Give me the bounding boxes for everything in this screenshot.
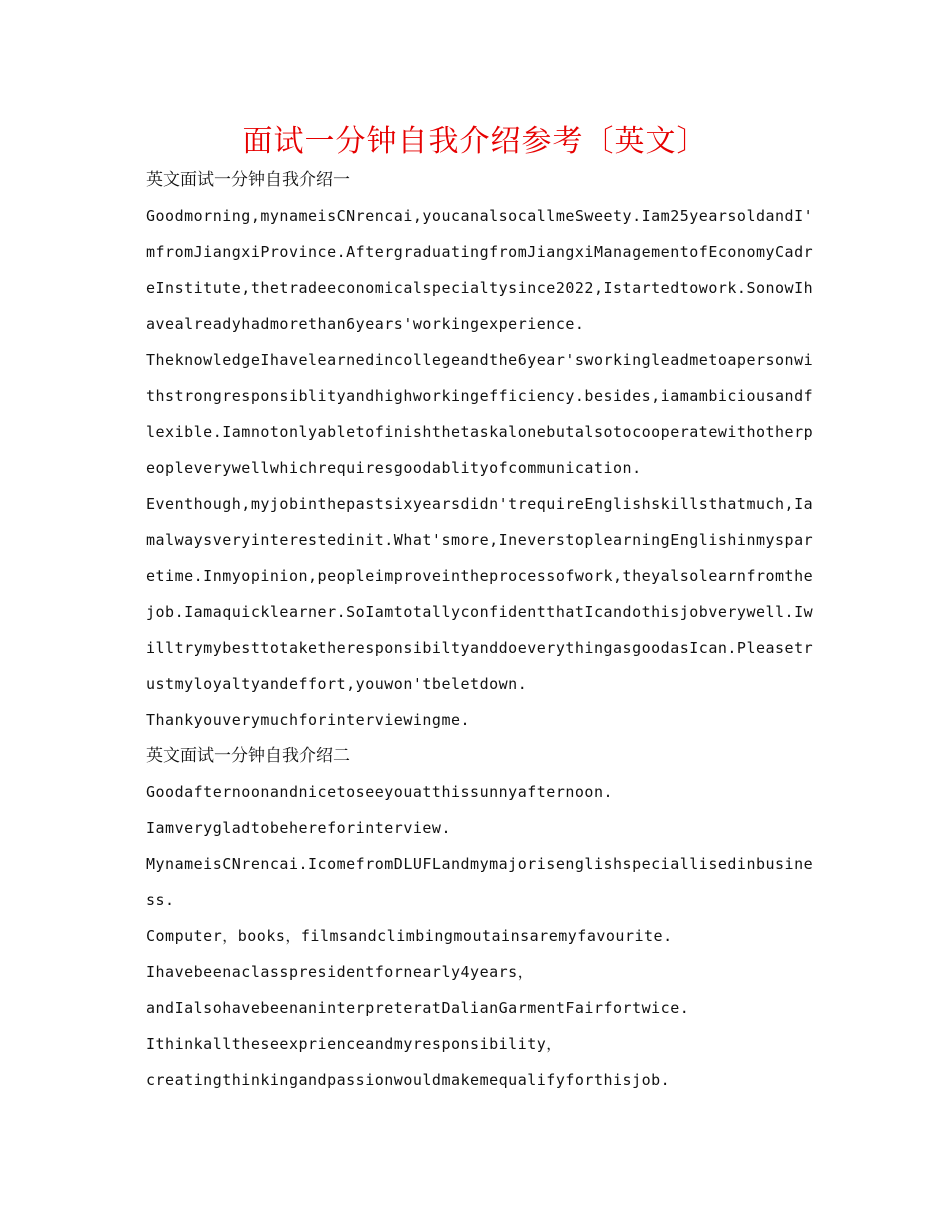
paragraph-line: ss. [146, 891, 175, 909]
paragraph-line: job.Iamaquicklearner.SoIamtotallyconfidentthatIcandothisjobverywell.Iw [146, 603, 814, 621]
paragraph-line: Computer，books，filmsandclimbingmoutainsaremyfavourite. [146, 927, 673, 945]
paragraph-line: Ihavebeenaclasspresidentfornearly4years， [146, 963, 534, 981]
paragraph-line: Eventhough,myjobinthepastsixyearsdidn'trequireEnglishskillsthatmuch,Ia [146, 495, 814, 513]
section-2-heading: 英文面试一分钟自我介绍二 [146, 746, 350, 766]
paragraph-line: eInstitute,thetradeeconomicalspecialtysince2022,Istartedtowork.SonowIh [146, 279, 814, 297]
paragraph-line: avealreadyhadmorethan6years'workingexperience. [146, 315, 585, 333]
paragraph-line: eopleverywellwhichrequiresgoodablityofcommunication. [146, 459, 642, 477]
paragraph-line: mfromJiangxiProvince.AftergraduatingfromJiangxiManagementofEconomyCadr [146, 243, 814, 261]
document-title: 面试一分钟自我介绍参考〔英文〕 [242, 124, 708, 159]
paragraph-line: Thankyouverymuchforinterviewingme. [146, 711, 471, 729]
section-1-heading: 英文面试一分钟自我介绍一 [146, 170, 350, 190]
paragraph-line: malwaysveryinterestedinit.What'smore,IneverstoplearningEnglishinmyspar [146, 531, 814, 549]
paragraph-line: Goodmorning,mynameisCNrencai,youcanalsocallmeSweety.Iam25yearsoldandI' [146, 207, 814, 225]
paragraph-line: Iamverygladtobehereforinterview. [146, 819, 451, 837]
paragraph-line: lexible.Iamnotonlyabletofinishthetaskalonebutalsotocooperatewithotherp [146, 423, 814, 441]
document-body [146, 162, 814, 1098]
paragraph-line: etime.Inmyopinion,peopleimproveintheprocessofwork,theyalsolearnfromthe [146, 567, 814, 585]
paragraph-line: Ithinkalltheseexprienceandmyresponsibility， [146, 1035, 562, 1053]
paragraph-line: thstrongresponsiblityandhighworkingefficiency.besides,iamambiciousandf [146, 387, 814, 405]
paragraph-line: Goodafternoonandnicetoseeyouatthissunnyafternoon. [146, 783, 614, 801]
paragraph-line: ustmyloyaltyandeffort,youwon'tbeletdown. [146, 675, 528, 693]
paragraph-line: MynameisCNrencai.IcomefromDLUFLandmymajorisenglishspeciallisedinbusine [146, 855, 814, 873]
paragraph-line: illtrymybesttotaketheresponsibiltyanddoeverythingasgoodasIcan.Pleasetr [146, 639, 814, 657]
paragraph-line: andIalsohavebeenaninterpreteratDalianGarmentFairfortwice. [146, 999, 690, 1017]
paragraph-line: creatingthinkingandpassionwouldmakemequalifyforthisjob. [146, 1071, 671, 1089]
paragraph-line: TheknowledgeIhavelearnedincollegeandthe6year'sworkingleadmetoapersonwi [146, 351, 814, 369]
